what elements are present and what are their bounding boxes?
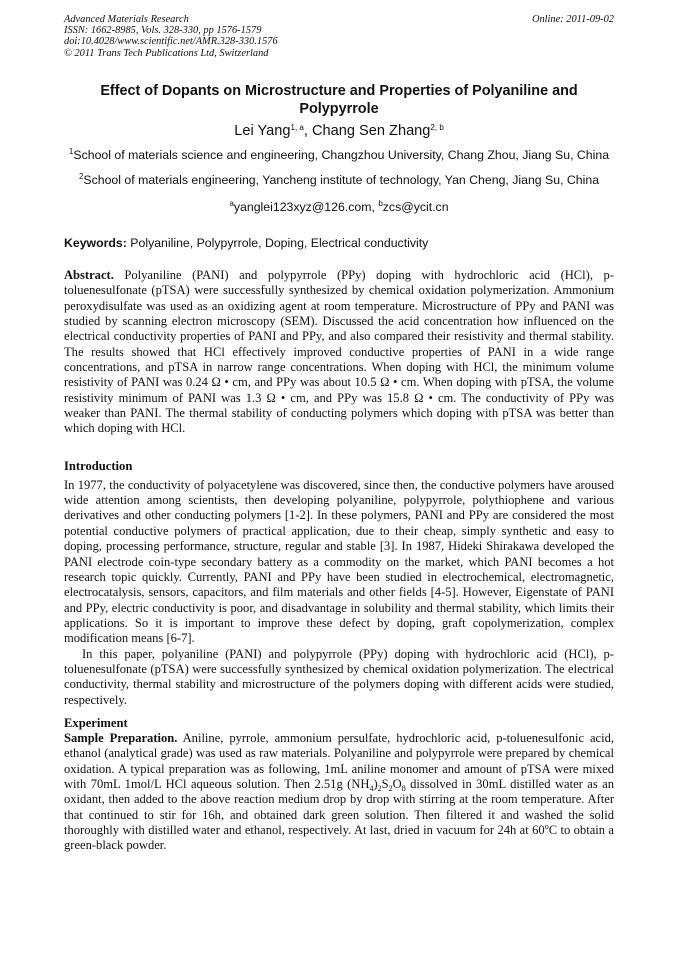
experiment-heading: Experiment [64,715,128,730]
doi-line[interactable]: doi:10.4028/www.scientific.net/AMR.328-330.1576 [64,36,278,48]
author-2: Chang Sen Zhang [311,123,431,139]
introduction-paragraph-1: In 1977, the conductivity of polyacetylene was discovered, since then, the conductive polymers have aroused wide attention among scientists, then developing polyaniline, polypyrrole, polythiophene and various derivatives and other conducting polymers [1-2]. In these polymers, PANI and PPy are considered the most potential conductive polymers of practical application, due to their cheap, simply synthetic and easy to doping, processing performance, structure, regular and stable [3]. In 1987, Hideki Shirakawa developed the PANI electrode coin-type secondary battery as a commodity on the market, which PANI becomes a hot research topic quickly. Currently, PANI and PPy have been studied in electrochemical, electromagnetic, electrocatalysis, sensors, capacitors, and film materials and other fields [4-5]. However, Eigenstate of PANI and PPy, electric conductivity is poor, and disadvantage in solubility and thermal stability, which limits their applications. So it is important to improve these defect by doping, graft copolymerization, complex modification means [6-7]. [64,477,614,646]
author-separator: , [303,123,312,139]
email-b-sup: b [378,199,383,208]
paper-title: Effect of Dopants on Microstructure and Properties of Polyaniline and Polypyrrole [100,83,578,117]
abstract-paragraph [64,268,614,437]
email-line [64,200,614,215]
subscript-1: 4 [369,783,374,793]
sample-preparation-label: Sample Preparation. [64,730,178,745]
journal-name: Advanced Materials Research [64,14,189,25]
sample-prep-text-2: ) [373,776,378,791]
paper-page [64,14,614,854]
keywords-text: Polyaniline, Polypyrrole, Doping, Electrical conductivity [126,236,429,250]
journal-header [64,14,614,64]
email-a-sup: a [229,199,234,208]
sample-prep-text-4: O [392,776,402,791]
online-date: Online: 2011-09-02 [531,14,614,25]
issn-line: ISSN: 1662-8985, Vols. 328-330, pp 1576-1579 [64,25,262,37]
copyright-line: © 2011 Trans Tech Publications Ltd, Switzerland [64,47,269,59]
email-a[interactable]: yanglei123xyz@126.com, [233,200,379,214]
affiliation-2-text: School of materials engineering, Yancheng institute of technology, Yan Cheng, Jiang Su, China [83,173,600,187]
sample-prep-text-1: Aniline, pyrrole, ammonium persulfate, hydrochloric acid, p-toluenesulfonic acid, ethanol (analytical grade) was used as raw materials. Polyaniline and polypyrrole were prepared by chemical oxidation. A typical preparation was as following, 1mL aniline monomer and amount of pTSA were mixed with 70mL 1mol/L HCl aqueous solution. Then 2.51g (NH [64,730,614,791]
subscript-4: 8 [401,783,406,793]
affiliation-1-text: School of materials science and engineering, Changzhou University, Chang Zhou, Jiang Su, China [73,148,610,162]
sample-prep-text-6: C to obtain a green-black powder. [64,823,614,853]
sample-prep-text-3: S [381,776,389,791]
affiliation-1-sup: 1 [68,147,74,156]
keywords-line [64,236,614,251]
affiliation-2-sup: 2 [78,172,84,181]
author-line [64,122,614,140]
introduction-heading: Introduction [64,458,133,473]
degree-superscript: o [544,822,549,831]
abstract-label: Abstract. [64,268,114,282]
subscript-2: 2 [377,783,382,793]
sample-prep-text-5: dissolved in 30mL distilled water as an oxidant, then added to the above reaction medium drop by drop with stirring at the room temperature. After that continued to stir for 16h, and obtained dark green solution. Then filtered it and washed the solid thoroughly with distilled water and ethanol, respectively. At last, dried in vacuum for 24h at 60 [64,776,614,837]
author-1: Lei Yang [234,123,291,139]
introduction-paragraph-2: In this paper, polyaniline (PANI) and polypyrrole (PPy) doping with hydrochloric acid (HCl), p-toluenesulfonate (pTSA) were successfully synthesized by chemical oxidation polymerization. The electrical conductivity, thermal stability and microstructure of the polymers doping with different acids were studied, respectively. [64,646,614,707]
subscript-3: 2 [388,783,393,793]
author-2-sup: 2, b [430,123,444,132]
affiliation-2 [64,173,614,188]
email-b[interactable]: zcs@ycit.cn [382,200,449,214]
keywords-label: Keywords: [64,236,127,250]
author-1-sup: 1, a [290,123,304,132]
abstract-text: Polyaniline (PANI) and polypyrrole (PPy) doping with hydrochloric acid (HCl), p-toluenesulfonate (pTSA) were successfully synthesized by chemical oxidation polymerization. Ammonium peroxydisulfate was used as an oxidizing agent at room temperature. Microstructure of PPy and PANI was studied by scanning electron microscopy (SEM). Discussed the acid concentration how influenced on the electrical conductivity properties of PANI and PPy, and also compared their resistivity and thermal stability. The results showed that HCl effectively improved conductive properties of PANI in a wide range concentrations, and pTSA in narrow range concentrations. When doping with HCl, the minimum volume resistivity of PANI was 0.24 Ω • cm, and PPy was about 10.5 Ω • cm. When doping with pTSA, the volume resistivity minimum of PANI was 1.3 Ω • cm, and PPy was 15.8 Ω • cm. The conductivity of PPy was weaker than PANI. The thermal stability of conducting polymers which doping with pTSA was better than which doping with HCl. [64,268,614,436]
affiliation-1 [64,148,614,163]
sample-preparation-paragraph [64,731,614,854]
